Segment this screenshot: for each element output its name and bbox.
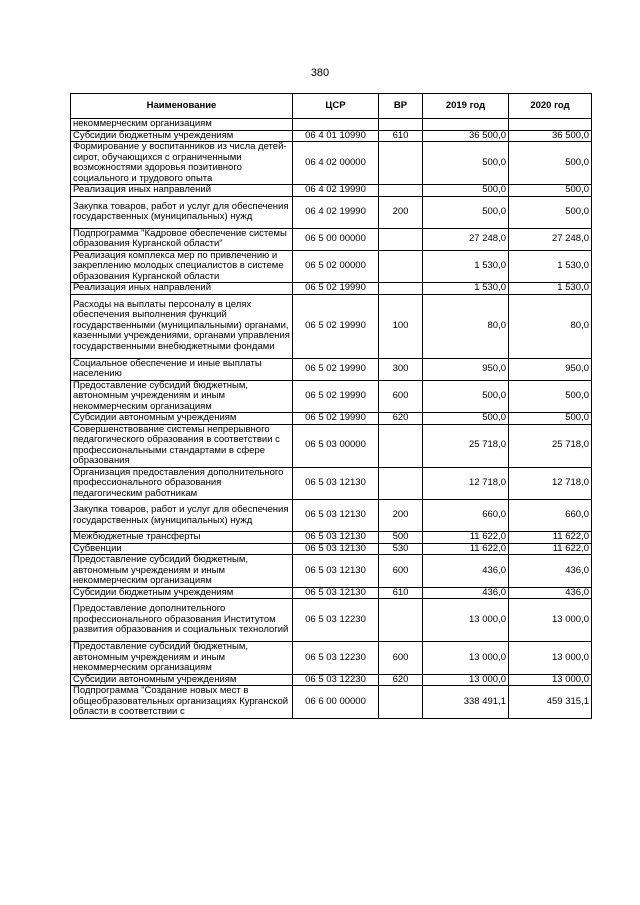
page-number: 380	[310, 67, 330, 79]
row-vr	[379, 185, 423, 197]
row-vr: 620	[379, 413, 423, 425]
row-vr: 300	[379, 358, 423, 380]
row-name: Совершенствование системы непрерывного педагогического образования в соответствии с профессиональными стандартами в сфере образования	[71, 424, 293, 467]
row-value-2020: 500,0	[509, 196, 592, 228]
row-value-2019: 36 500,0	[423, 130, 509, 142]
header-2020: 2020 год	[509, 94, 592, 119]
row-value-2020: 13 000,0	[509, 599, 592, 642]
table-row	[71, 294, 592, 358]
table-row	[71, 424, 592, 467]
row-name: Реализация иных направлений	[71, 283, 293, 295]
row-csr: 06 4 02 19990	[293, 185, 379, 197]
row-csr: 06 5 03 12130	[293, 532, 379, 544]
row-name: Субсидии бюджетным учреждениям	[71, 130, 293, 142]
row-name: Предоставление дополнительного профессионального образования Институтом развития образования и социальных технологий	[71, 599, 293, 642]
row-value-2019: 500,0	[423, 142, 509, 185]
row-value-2020: 660,0	[509, 500, 592, 532]
row-csr: 06 5 02 19990	[293, 380, 379, 413]
budget-table	[70, 93, 592, 719]
row-csr: 06 5 03 12130	[293, 587, 379, 599]
row-value-2019: 500,0	[423, 196, 509, 228]
row-value-2020: 500,0	[509, 413, 592, 425]
header-csr: ЦСР	[293, 94, 379, 119]
header-name: Наименование	[71, 94, 293, 119]
header-2019: 2019 год	[423, 94, 509, 119]
row-vr: 600	[379, 642, 423, 675]
row-csr: 06 5 03 12130	[293, 467, 379, 500]
row-name: Организация предоставления дополнительного профессионального образования педагогическим работникам	[71, 467, 293, 500]
table-row	[71, 599, 592, 642]
row-value-2020: 500,0	[509, 142, 592, 185]
table-row	[71, 119, 592, 131]
row-name: Субвенции	[71, 543, 293, 555]
row-csr: 06 5 03 12130	[293, 543, 379, 555]
row-vr: 530	[379, 543, 423, 555]
table-row	[71, 283, 592, 295]
row-value-2020: 1 530,0	[509, 250, 592, 283]
row-value-2019: 25 718,0	[423, 424, 509, 467]
header-vr: ВР	[379, 94, 423, 119]
table-row	[71, 642, 592, 675]
row-name: Субсидии бюджетным учреждениям	[71, 587, 293, 599]
row-value-2019: 11 622,0	[423, 532, 509, 544]
row-vr	[379, 250, 423, 283]
row-value-2020: 500,0	[509, 380, 592, 413]
row-value-2019: 13 000,0	[423, 599, 509, 642]
row-csr: 06 4 02 19990	[293, 196, 379, 228]
row-name: Субсидии автономным учреждениям	[71, 674, 293, 686]
row-csr: 06 5 03 12130	[293, 555, 379, 588]
row-vr: 600	[379, 555, 423, 588]
row-vr	[379, 467, 423, 500]
row-vr	[379, 119, 423, 131]
row-csr: 06 5 02 19990	[293, 413, 379, 425]
row-value-2019: 436,0	[423, 555, 509, 588]
row-value-2019: 1 530,0	[423, 283, 509, 295]
table-row	[71, 250, 592, 283]
table-row	[71, 130, 592, 142]
table-row	[71, 543, 592, 555]
row-vr	[379, 283, 423, 295]
row-csr: 06 4 02 00000	[293, 142, 379, 185]
row-value-2020: 27 248,0	[509, 228, 592, 250]
table-row	[71, 500, 592, 532]
table-row	[71, 196, 592, 228]
table-row	[71, 185, 592, 197]
row-name: Подпрограмма "Кадровое обеспечение системы образования Курганской области"	[71, 228, 293, 250]
row-value-2019: 1 530,0	[423, 250, 509, 283]
row-value-2019: 80,0	[423, 294, 509, 358]
row-name: Реализация комплекса мер по привлечению и закреплению молодых специалистов в системе образования Курганской области	[71, 250, 293, 283]
table-row	[71, 380, 592, 413]
row-csr: 06 5 02 00000	[293, 250, 379, 283]
row-name: Закупка товаров, работ и услуг для обеспечения государственных (муниципальных) нужд	[71, 500, 293, 532]
row-value-2019: 500,0	[423, 413, 509, 425]
row-value-2019: 338 491,1	[423, 686, 509, 719]
row-value-2020: 80,0	[509, 294, 592, 358]
row-vr	[379, 228, 423, 250]
row-vr: 610	[379, 130, 423, 142]
row-csr: 06 5 02 19990	[293, 283, 379, 295]
row-csr: 06 5 00 00000	[293, 228, 379, 250]
row-vr: 600	[379, 380, 423, 413]
table-body	[71, 119, 592, 719]
row-name: Закупка товаров, работ и услуг для обеспечения государственных (муниципальных) нужд	[71, 196, 293, 228]
row-value-2020: 13 000,0	[509, 642, 592, 675]
row-value-2020: 36 500,0	[509, 130, 592, 142]
table-row	[71, 686, 592, 719]
row-csr: 06 5 03 12230	[293, 674, 379, 686]
row-name: Межбюджетные трансферты	[71, 532, 293, 544]
row-value-2019: 660,0	[423, 500, 509, 532]
row-vr: 620	[379, 674, 423, 686]
table-row	[71, 413, 592, 425]
row-vr	[379, 686, 423, 719]
row-name: Формирование у воспитанников из числа детей-сирот, обучающихся с ограниченными возможностями здоровья позитивного социального и трудового опыта	[71, 142, 293, 185]
row-value-2019: 13 000,0	[423, 642, 509, 675]
row-name: Расходы на выплаты персоналу в целях обеспечения выполнения функций государственными (муниципальными) органами, казенными учреждениями, органами управления государственными внебюджетными фондами	[71, 294, 293, 358]
row-csr: 06 6 00 00000	[293, 686, 379, 719]
row-value-2019: 436,0	[423, 587, 509, 599]
row-value-2020: 13 000,0	[509, 674, 592, 686]
row-csr: 06 5 02 19990	[293, 294, 379, 358]
row-vr	[379, 424, 423, 467]
row-value-2020: 436,0	[509, 555, 592, 588]
table-row	[71, 358, 592, 380]
row-name: Подпрограмма "Создание новых мест в общеобразовательных организациях Курганской области в соответствии с	[71, 686, 293, 719]
row-value-2020: 11 622,0	[509, 543, 592, 555]
row-value-2019: 950,0	[423, 358, 509, 380]
row-value-2019: 13 000,0	[423, 674, 509, 686]
row-value-2020: 500,0	[509, 185, 592, 197]
row-vr: 100	[379, 294, 423, 358]
row-value-2019: 500,0	[423, 185, 509, 197]
row-csr: 06 5 03 12130	[293, 500, 379, 532]
row-value-2020: 25 718,0	[509, 424, 592, 467]
row-csr: 06 5 02 19990	[293, 358, 379, 380]
table-row	[71, 142, 592, 185]
row-value-2020: 12 718,0	[509, 467, 592, 500]
row-value-2020: 459 315,1	[509, 686, 592, 719]
row-value-2020: 950,0	[509, 358, 592, 380]
row-vr: 200	[379, 500, 423, 532]
row-value-2019: 11 622,0	[423, 543, 509, 555]
row-value-2019	[423, 119, 509, 131]
row-name: некоммерческим организациям	[71, 119, 293, 131]
row-vr: 500	[379, 532, 423, 544]
row-csr	[293, 119, 379, 131]
table-row	[71, 587, 592, 599]
row-name: Предоставление субсидий бюджетным, автономным учреждениям и иным некоммерческим организациям	[71, 380, 293, 413]
row-name: Социальное обеспечение и иные выплаты населению	[71, 358, 293, 380]
row-value-2019: 27 248,0	[423, 228, 509, 250]
row-vr	[379, 599, 423, 642]
row-value-2019: 12 718,0	[423, 467, 509, 500]
row-csr: 06 5 03 00000	[293, 424, 379, 467]
table-row	[71, 532, 592, 544]
row-value-2020	[509, 119, 592, 131]
row-name: Субсидии автономным учреждениям	[71, 413, 293, 425]
row-csr: 06 5 03 12230	[293, 599, 379, 642]
row-name: Реализация иных направлений	[71, 185, 293, 197]
table-row	[71, 467, 592, 500]
row-csr: 06 4 01 10990	[293, 130, 379, 142]
row-vr	[379, 142, 423, 185]
table-header-row	[71, 94, 592, 119]
row-name: Предоставление субсидий бюджетным, автономным учреждениям и иным некоммерческим организациям	[71, 555, 293, 588]
row-vr: 200	[379, 196, 423, 228]
table-row	[71, 228, 592, 250]
row-csr: 06 5 03 12230	[293, 642, 379, 675]
table-row	[71, 674, 592, 686]
row-vr: 610	[379, 587, 423, 599]
row-value-2020: 11 622,0	[509, 532, 592, 544]
row-value-2020: 1 530,0	[509, 283, 592, 295]
table-row	[71, 555, 592, 588]
row-name: Предоставление субсидий бюджетным, автономным учреждениям и иным некоммерческим организациям	[71, 642, 293, 675]
row-value-2019: 500,0	[423, 380, 509, 413]
row-value-2020: 436,0	[509, 587, 592, 599]
